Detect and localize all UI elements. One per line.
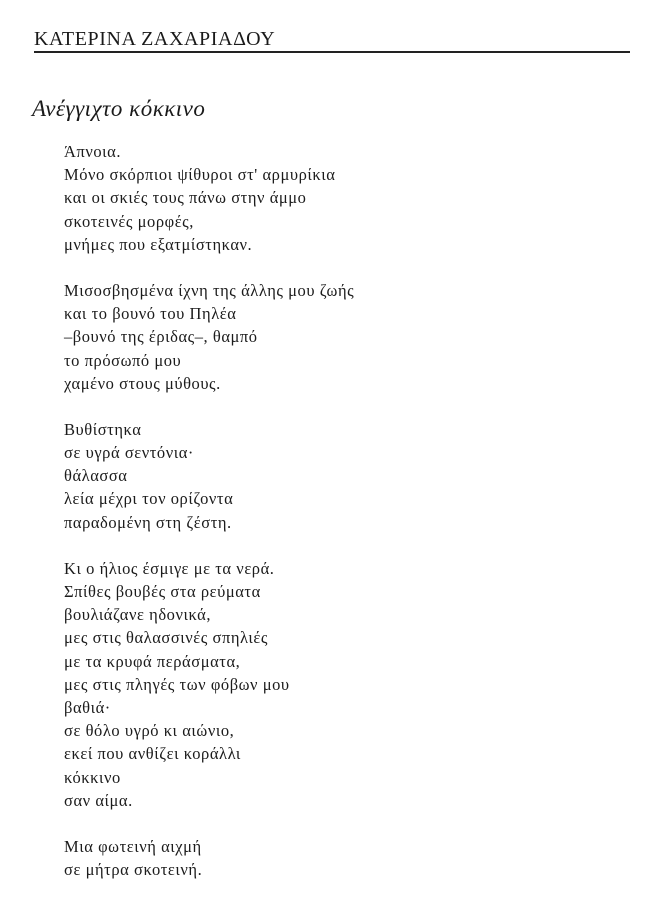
header-rule <box>34 51 630 53</box>
poem-line: σε θόλο υγρό κι αιώνιο, <box>64 721 235 741</box>
poem-line: –βουνό της έριδας–, θαμπό <box>64 327 258 347</box>
running-head: ΚΑΤΕΡΙΝΑ ΖΑΧΑΡΙΑΔΟΥ <box>34 28 276 50</box>
poem-line: και οι σκιές τους πάνω στην άμμο <box>64 188 307 208</box>
poem-line: θάλασσα <box>64 466 128 486</box>
poem-line: μες στις θαλασσινές σπηλιές <box>64 628 268 648</box>
poem-line: Βυθίστηκα <box>64 419 142 439</box>
stanza <box>64 418 624 534</box>
poem-line: βαθιά· <box>64 697 111 717</box>
poem-line: παραδομένη στη ζέστη. <box>64 512 232 532</box>
poem-line: σκοτεινές μορφές, <box>64 211 194 231</box>
stanza <box>64 140 624 256</box>
poem-line: Άπνοια. <box>64 142 122 161</box>
poem-line: Μια φωτεινή αιχμή <box>64 836 202 856</box>
poem-line: λεία μέχρι τον ορίζοντα <box>64 489 234 509</box>
poem-line: Μόνο σκόρπιοι ψίθυροι στ' αρμυρίκια <box>64 165 336 185</box>
poem-body <box>64 140 624 904</box>
poem-line: χαμένο στους μύθους. <box>64 373 221 393</box>
stanza <box>64 557 624 812</box>
stanza <box>64 835 624 881</box>
poem-line: Μισοσβησμένα ίχνη της άλλης μου ζωής <box>64 280 355 300</box>
poem-title: Ανέγγιχτο κόκκινο <box>32 96 206 121</box>
poem-line: Σπίθες βουβές στα ρεύματα <box>64 582 261 601</box>
poem-line: μες στις πληγές των φόβων μου <box>64 674 290 694</box>
poem-line: σαν αίμα. <box>64 790 133 810</box>
poem-line: βουλιάζανε ηδονικά, <box>64 605 212 625</box>
poem-line: κόκκινο <box>64 767 121 787</box>
poem-line: σε μήτρα σκοτεινή. <box>64 860 203 880</box>
poem-line: το πρόσωπό μου <box>64 350 182 370</box>
poem-line: Κι ο ήλιος έσμιγε με τα νερά. <box>64 558 275 578</box>
poem-line: σε υγρά σεντόνια· <box>64 443 194 463</box>
poem-line: εκεί που ανθίζει κοράλλι <box>64 744 241 764</box>
stanza <box>64 279 624 395</box>
poem-line: με τα κρυφά περάσματα, <box>64 651 241 671</box>
poem-line: και το βουνό του Πηλέα <box>64 304 237 324</box>
poem-line: μνήμες που εξατμίστηκαν. <box>64 234 253 254</box>
